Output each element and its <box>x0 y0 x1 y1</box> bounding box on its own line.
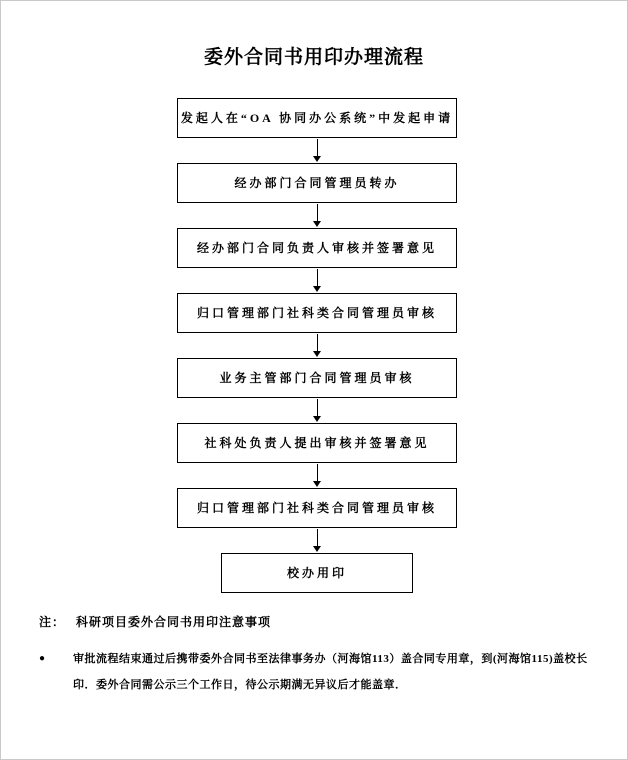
note-heading <box>39 614 599 631</box>
note-bullet <box>39 646 599 698</box>
flow-step-5: 业务主管部门合同管理员审核 <box>177 358 457 398</box>
arrow-line <box>317 269 318 286</box>
flow-step-1: 发起人在“OA 协同办公系统”中发起申请 <box>177 98 457 138</box>
arrow-line <box>317 399 318 416</box>
notes-section <box>39 614 599 698</box>
arrow-down-icon <box>313 463 321 488</box>
arrow-head <box>313 351 321 357</box>
flow-step-6: 社科处负责人提出审核并签署意见 <box>177 423 457 463</box>
arrow-down-icon <box>313 528 321 553</box>
arrow-line <box>317 204 318 221</box>
arrow-down-icon <box>313 138 321 163</box>
arrow-line <box>317 139 318 156</box>
arrow-down-icon <box>313 203 321 228</box>
arrow-line <box>317 464 318 481</box>
arrow-head <box>313 156 321 162</box>
flow-step-8: 校办用印 <box>221 553 413 593</box>
arrow-head <box>313 416 321 422</box>
arrow-head <box>313 221 321 227</box>
arrow-down-icon <box>313 398 321 423</box>
bullet-icon: ● <box>39 653 46 664</box>
arrow-head <box>313 546 321 552</box>
note-heading-text: 科研项目委外合同书用印注意事项 <box>76 615 272 629</box>
arrow-down-icon <box>313 333 321 358</box>
arrow-head <box>313 286 321 292</box>
flow-step-7: 归口管理部门社科类合同管理员审核 <box>177 488 457 528</box>
note-bullet-text: 审批流程结束通过后携带委外合同书至法律事务办（河海馆113）盖合同专用章，到(河海馆115)盖校长印．委外合同需公示三个工作日，待公示期满无异议后才能盖章． <box>73 653 588 691</box>
flow-step-4: 归口管理部门社科类合同管理员审核 <box>177 293 457 333</box>
arrow-line <box>317 334 318 351</box>
flow-step-3: 经办部门合同负责人审核并签署意见 <box>177 228 457 268</box>
page-title: 委外合同书用印办理流程 <box>203 47 424 68</box>
flow-step-2: 经办部门合同管理员转办 <box>177 163 457 203</box>
note-label: 注： <box>39 615 66 629</box>
flowchart <box>4 98 628 593</box>
arrow-head <box>313 481 321 487</box>
arrow-down-icon <box>313 268 321 293</box>
arrow-line <box>317 529 318 546</box>
